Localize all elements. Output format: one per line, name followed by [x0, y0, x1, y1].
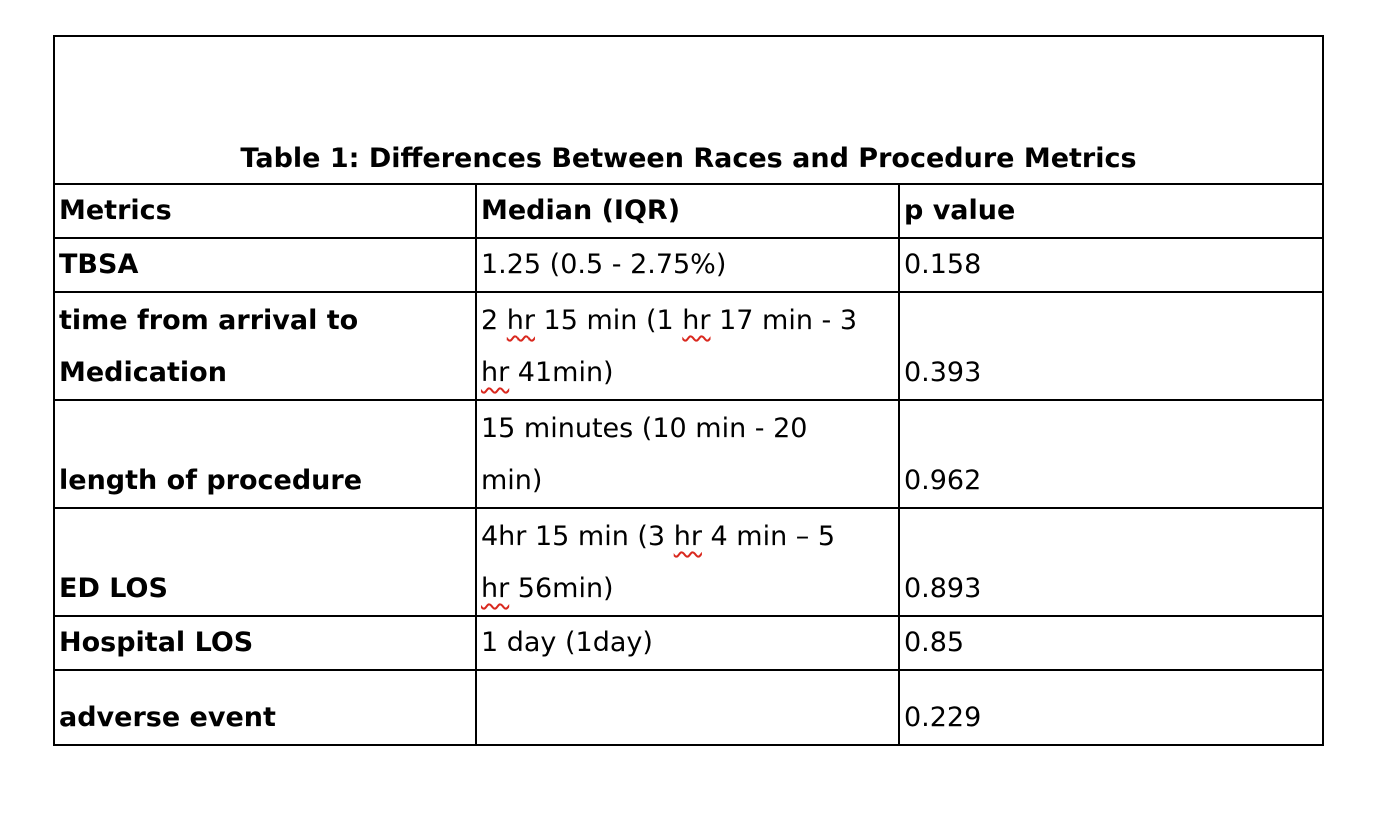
title-row: [54, 36, 1323, 184]
table-title: Table 1: Differences Between Races and Procedure Metrics: [54, 36, 1323, 184]
metric-cell: TBSA: [54, 238, 476, 292]
median-text: 1 day (1day): [480, 627, 653, 658]
misspelled-word: hr: [480, 573, 510, 604]
misspelled-word: hr: [682, 305, 711, 336]
metric-cell: adverse event: [54, 670, 476, 745]
median-cell: [476, 616, 899, 670]
header-metrics: Metrics: [54, 184, 476, 238]
median-cell: [476, 508, 899, 616]
table-row: [54, 670, 1323, 745]
metrics-table: [53, 35, 1324, 746]
misspelled-word: hr: [506, 305, 535, 336]
median-text: 41min): [509, 357, 614, 388]
median-text: 17 min - 3: [710, 305, 858, 336]
metric-cell: ED LOS: [54, 508, 476, 616]
table-row: [54, 508, 1323, 616]
header-row: [54, 184, 1323, 238]
median-text: 2: [480, 305, 507, 336]
table-row: [54, 238, 1323, 292]
median-cell: [476, 238, 899, 292]
p-value-cell: 0.393: [899, 292, 1323, 400]
median-text: 1.25 (0.5 - 2.75%): [480, 249, 727, 280]
median-cell: [476, 400, 899, 508]
p-value-cell: 0.158: [899, 238, 1323, 292]
header-p-value: p value: [899, 184, 1323, 238]
table-row: [54, 400, 1323, 508]
metric-cell: Hospital LOS: [54, 616, 476, 670]
p-value-cell: 0.229: [899, 670, 1323, 745]
median-text: 4hr 15 min (3: [480, 521, 674, 552]
median-text: 4 min – 5: [701, 521, 836, 552]
misspelled-word: hr: [480, 357, 510, 388]
header-median-iqr: Median (IQR): [476, 184, 899, 238]
median-cell: [476, 292, 899, 400]
median-text: 15 minutes (10 min - 20 min): [480, 413, 808, 496]
metric-cell: time from arrival to Medication: [54, 292, 476, 400]
p-value-cell: 0.962: [899, 400, 1323, 508]
misspelled-word: hr: [673, 521, 702, 552]
table-row: [54, 292, 1323, 400]
p-value-cell: 0.85: [899, 616, 1323, 670]
metric-cell: length of procedure: [54, 400, 476, 508]
p-value-cell: 0.893: [899, 508, 1323, 616]
median-text: 15 min (1: [534, 305, 683, 336]
median-cell: [476, 670, 899, 745]
median-text: 56min): [509, 573, 614, 604]
table-row: [54, 616, 1323, 670]
